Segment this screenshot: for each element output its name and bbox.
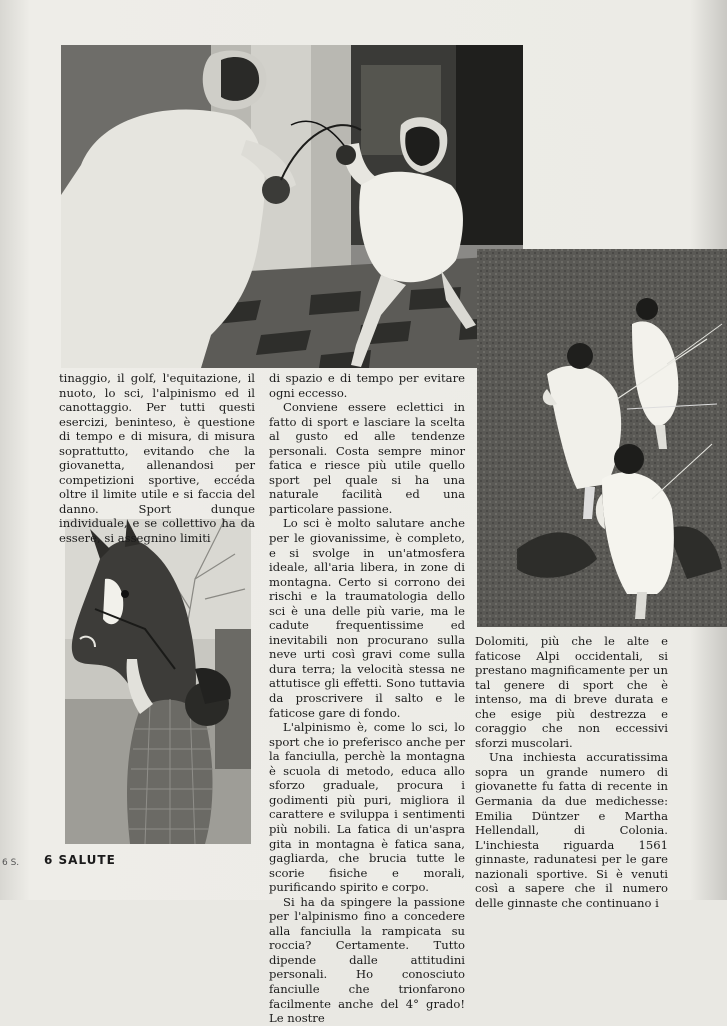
- edge-mark: 6 S.: [2, 858, 20, 868]
- paragraph: Conviene essere eclettici in fatto di sport e lasciare la scelta al gusto ed alle tendenze personali. Costa sempre minor fatica e riesce più utile quello sport pel quale si ha una naturale facilità ed una particolare passione.: [269, 400, 465, 516]
- text-column-left: [59, 371, 255, 546]
- fencing-photo-lawn: [477, 249, 727, 627]
- paragraph: Si ha da spingere la passione per l'alpinismo fino a concedere alla fanciulla la rampicata su roccia? Certamente. Tutto dipende dalle attitudini personali. Ho conosciuto fanciulle che trionfarono facilmente anche del 4° grado! Le nostre: [269, 894, 465, 1026]
- text-column-right: [475, 634, 668, 910]
- page-footer: 6 SALUTE: [44, 853, 116, 867]
- paragraph: tinaggio, il golf, l'equitazione, il nuoto, lo sci, l'alpinismo ed il canottaggio. Per tutti questi esercizi, beninteso, è questione di tempo e di misura, di misura soprattutto, evitando che la giovanetta, allenandosi per competizioni sportive, eccéda oltre il limite utile e si faccia del danno. Sport dunque individuale, e se collettivo ha da essere, si assegnino limiti: [59, 371, 255, 546]
- paragraph: Lo sci è molto salutare anche per le giovanissime, è completo, e si svolge in un'atmosfera ideale, all'aria libera, in zone di montagna. Certo si corrono dei rischi e la traumatologia dello sci è una delle più varie, ma le cadute frequentissime ed inevitabili non procurano sulla neve urti così gravi come sulla dura terra; la velocità stessa ne attutisce gli effetti. Sono tuttavia da proscrivere il salto e le faticose gare di fondo.: [269, 516, 465, 720]
- paragraph: L'alpinismo è, come lo sci, lo sport che io preferisco anche per la fanciulla, perchè la montagna è scuola di metodo, educa allo sforzo graduale, procura i godimenti più puri, migliora il carattere e sviluppa i sentimenti più nobili. La fatica di un'aspra gita in montagna è fatica sana, gagliarda, che brucia tutte le scorie fisiche e morali, purificando spirito e corpo.: [269, 720, 465, 895]
- horse-photo: [65, 519, 251, 844]
- paragraph: Dolomiti, più che le alte e faticose Alpi occidentali, si prestano magnificamente per un tal genere di sport che è intenso, ma di breve durata e che esige più destrezza e coraggio che non eccessivi sforzi muscolari.: [475, 634, 668, 750]
- paragraph: Una inchiesta accuratissima sopra un grande numero di giovanette fu fatta di recente in Germania da due medichesse: Emilia Düntzer e Martha Hellendall, di Colonia. L'inchiesta riguarda 1561 ginnaste, radunatesi per le gare nazionali sportive. Si è venuti così a sapere che il numero delle ginnaste che continuano i: [475, 750, 668, 910]
- fencing-photo-terrace: [61, 45, 523, 368]
- paragraph: di spazio e di tempo per evitare ogni eccesso.: [269, 371, 465, 400]
- text-column-middle: [269, 371, 465, 1026]
